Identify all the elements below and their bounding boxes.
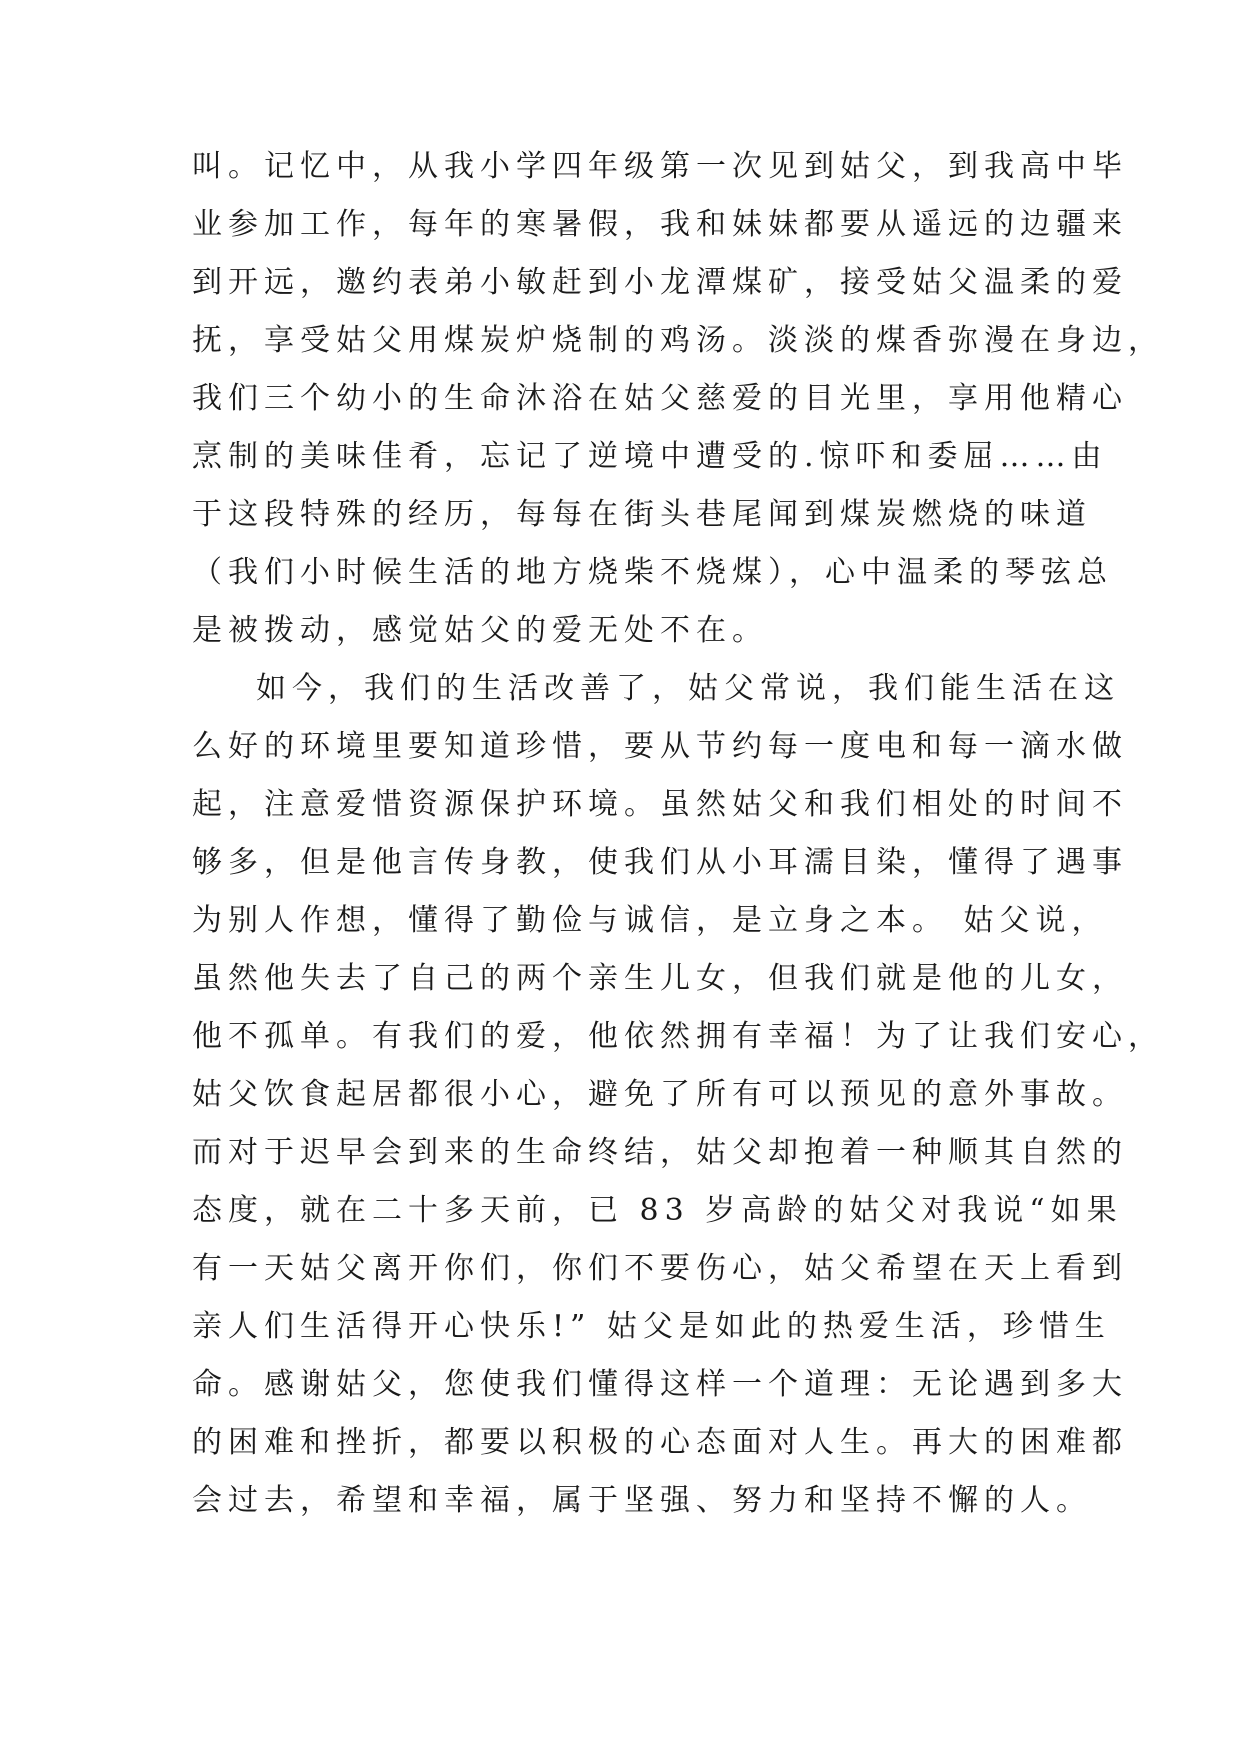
text-line: 到开远，邀约表弟小敏赶到小龙潭煤矿，接受姑父温柔的爱 [192, 265, 1128, 300]
text-line: 叫。记忆中，从我小学四年级第一次见到姑父，到我高中毕 [192, 149, 1128, 184]
text-line: 虽然他失去了自己的两个亲生儿女，但我们就是他的儿女， [192, 961, 1128, 996]
text-line: 么好的环境里要知道珍惜，要从节约每一度电和每一滴水做 [192, 729, 1128, 764]
text-line: 他不孤单。有我们的爱，他依然拥有幸福！为了让我们安心， [192, 1019, 1164, 1054]
text-line: 够多，但是他言传身教，使我们从小耳濡目染，懂得了遇事 [192, 845, 1128, 880]
text-line: 抚，享受姑父用煤炭炉烧制的鸡汤。淡淡的煤香弥漫在身边， [192, 323, 1164, 358]
text-line: 我们三个幼小的生命沐浴在姑父慈爱的目光里，享用他精心 [192, 381, 1128, 416]
text-line: 烹制的美味佳肴，忘记了逆境中遭受的.惊吓和委屈……由 [192, 439, 1108, 474]
text-line: 会过去，希望和幸福，属于坚强、努力和坚持不懈的人。 [192, 1483, 1092, 1518]
text-line: 起，注意爱惜资源保护环境。虽然姑父和我们相处的时间不 [192, 787, 1128, 822]
text-line: 是被拨动，感觉姑父的爱无处不在。 [192, 613, 768, 648]
text-line: 亲人们生活得开心快乐!” 姑父是如此的热爱生活，珍惜生 [192, 1309, 1111, 1344]
text-line: 于这段特殊的经历，每每在街头巷尾闻到煤炭燃烧的味道 [192, 497, 1092, 532]
text-line: 而对于迟早会到来的生命终结，姑父却抱着一种顺其自然的 [192, 1135, 1128, 1170]
text-line: 的困难和挫折，都要以积极的心态面对人生。再大的困难都 [192, 1425, 1128, 1460]
text-line: 有一天姑父离开你们，你们不要伤心，姑父希望在天上看到 [192, 1251, 1128, 1286]
text-line: 态度，就在二十多天前，已 83 岁高龄的姑父对我说“如果 [192, 1193, 1123, 1228]
text-line: 业参加工作，每年的寒暑假，我和妹妹都要从遥远的边疆来 [192, 207, 1128, 242]
text-line: 为别人作想，懂得了勤俭与诚信，是立身之本。 姑父说， [192, 903, 1108, 938]
text-line: 姑父饮食起居都很小心，避免了所有可以预见的意外事故。 [192, 1077, 1128, 1112]
text-line: 命。感谢姑父，您使我们懂得这样一个道理：无论遇到多大 [192, 1367, 1128, 1402]
text-line: （我们小时候生活的地方烧柴不烧煤），心中温柔的琴弦总 [192, 555, 1113, 590]
paragraph-first-line: 如今，我们的生活改善了，姑父常说，我们能生活在这 [256, 671, 1120, 706]
